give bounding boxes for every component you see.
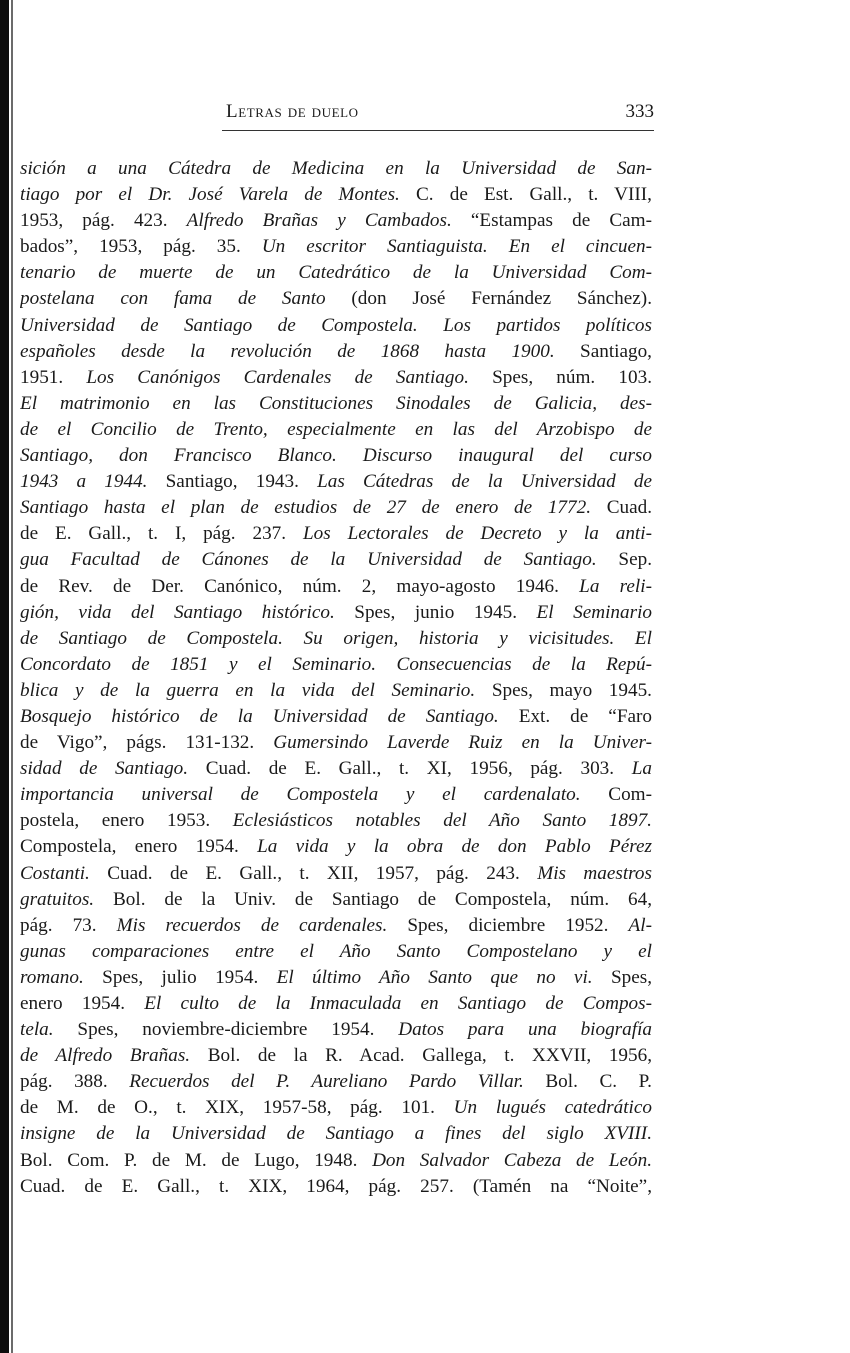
title-segment: postelana con fama de Santo <box>20 288 326 310</box>
title-segment: gratuitos. <box>20 888 95 910</box>
title-segment: Santiago hasta el plan de estudios de 27 de enero de 1772. <box>20 497 591 519</box>
text-line <box>20 208 652 234</box>
citation-segment: bados”, 1953, pág. 35. <box>20 236 262 258</box>
title-segment: de el Concilio de Trento, especialmente en las del Arzobispo de <box>20 418 652 440</box>
title-segment: de Alfredo Brañas. <box>20 1045 191 1067</box>
title-segment: Costanti. <box>20 862 90 884</box>
citation-segment: Sep. <box>596 549 652 571</box>
title-segment: La reli- <box>579 575 652 597</box>
title-segment: Alfredo Brañas y Cambados. <box>186 210 452 232</box>
citation-segment: (don José Fernández Sánchez). <box>325 288 652 310</box>
title-segment: Universidad de Santiago de Compostela. Los partidos políticos <box>20 314 652 336</box>
text-line <box>20 652 652 678</box>
title-segment: romano. <box>20 966 84 988</box>
text-line <box>20 156 652 182</box>
citation-segment: Com- <box>580 784 652 806</box>
title-segment: de Santiago de Compostela. Su origen, historia y vicisitudes. El <box>20 627 652 649</box>
title-segment: Bosquejo histórico de la Universidad de Santiago. <box>20 705 499 727</box>
citation-segment: Spes, diciembre 1952. <box>387 914 629 936</box>
title-segment: La vida y la obra de don Pablo Pérez <box>257 836 652 858</box>
text-line <box>20 391 652 417</box>
title-segment: Un escritor Santiaguista. En el cincuen- <box>261 236 652 258</box>
text-line <box>20 861 652 887</box>
text-line <box>20 887 652 913</box>
title-segment: sición a una Cátedra de Medicina en la Universidad de San- <box>20 158 652 179</box>
citation-segment: Santiago, 1943. <box>147 471 318 493</box>
citation-segment: Cuad. <box>591 497 652 519</box>
title-segment: 1943 a 1944. <box>20 471 148 493</box>
title-segment: Datos para una biografía <box>398 1019 652 1041</box>
citation-segment: Spes, noviembre-diciembre 1954. <box>53 1019 399 1041</box>
text-line <box>20 834 652 860</box>
citation-segment: de Vigo”, págs. 131-132. <box>20 732 274 754</box>
running-head: Letras de duelo <box>226 101 359 122</box>
text-line <box>20 1148 652 1174</box>
title-segment: El último Año Santo que no vi. <box>276 966 593 988</box>
citation-segment: Compostela, enero 1954. <box>20 836 258 858</box>
citation-segment: Ext. de “Faro <box>498 705 652 727</box>
title-segment: tiago por el Dr. José Varela de Montes. <box>20 184 400 206</box>
citation-segment: Bol. C. P. <box>523 1071 652 1093</box>
title-segment: Mis maestros <box>537 862 652 884</box>
text-line <box>20 808 652 834</box>
book-spine-shadow <box>0 0 9 1353</box>
text-line <box>20 260 652 286</box>
title-segment: españoles desde la revolución de 1868 hasta 1900. <box>20 340 555 362</box>
title-segment: Un lugués catedrático <box>453 1097 652 1119</box>
text-line <box>20 626 652 652</box>
citation-segment: de E. Gall., t. I, pág. 237. <box>20 523 303 545</box>
citation-segment: Bol. Com. P. de M. de Lugo, 1948. <box>20 1149 373 1171</box>
text-line <box>20 417 652 443</box>
citation-segment: Santiago, <box>554 340 652 362</box>
title-segment: Concordato de 1851 y el Seminario. Consecuencias de la Repú- <box>20 653 652 675</box>
text-line <box>20 182 652 208</box>
text-line <box>20 756 652 782</box>
text-line <box>20 574 652 600</box>
text-line <box>20 1069 652 1095</box>
text-line <box>20 704 652 730</box>
citation-segment: de Rev. de Der. Canónico, núm. 2, mayo-agosto 1946. <box>20 575 580 597</box>
citation-segment: Spes, julio 1954. <box>83 966 277 988</box>
title-segment: blica y de la guerra en la vida del Seminario. <box>20 679 476 701</box>
text-line <box>20 495 652 521</box>
title-segment: sidad de Santiago. <box>20 758 189 780</box>
citation-segment: enero 1954. <box>20 993 145 1014</box>
text-line <box>20 521 652 547</box>
text-line <box>20 443 652 469</box>
title-segment: Las Cátedras de la Universidad de <box>317 471 652 493</box>
title-segment: gua Facultad de Cánones de la Universidad de Santiago. <box>20 549 597 571</box>
title-segment: Gumersindo Laverde Ruiz en la Univer- <box>273 732 652 754</box>
text-line <box>20 1043 652 1069</box>
text-line <box>20 1121 652 1147</box>
text-line <box>20 313 652 339</box>
text-line <box>20 913 652 939</box>
text-line <box>20 1174 652 1200</box>
title-segment: El culto de la Inmaculada en Santiago de Compos- <box>144 993 652 1014</box>
citation-segment: 1953, pág. 423. <box>20 210 187 232</box>
text-line <box>20 965 652 991</box>
citation-segment: de M. de O., t. XIX, 1957-58, pág. 101. <box>20 1097 454 1119</box>
title-segment: El Seminario <box>536 601 652 623</box>
text-line <box>20 782 652 808</box>
title-segment: Mis recuerdos de cardenales. <box>116 914 388 936</box>
text-line <box>20 234 652 260</box>
title-segment: Al- <box>628 914 652 936</box>
title-segment: tenario de muerte de un Catedrático de la Universidad Com- <box>20 262 652 284</box>
title-segment: tela. <box>20 1019 54 1041</box>
header-rule <box>222 130 654 131</box>
title-segment: Los Lectorales de Decreto y la anti- <box>302 523 652 545</box>
page-header <box>222 101 654 127</box>
title-segment: importancia universal de Compostela y el cardenalato. <box>20 784 581 806</box>
citation-segment: Spes, junio 1945. <box>334 601 537 623</box>
citation-segment: Cuad. de E. Gall., t. XIX, 1964, pág. 257. (Tamén na “Noite”, <box>20 1175 652 1197</box>
title-segment: gión, vida del Santiago histórico. <box>20 601 335 623</box>
text-line <box>20 286 652 312</box>
citation-segment: postela, enero 1953. <box>20 810 233 832</box>
text-line <box>20 991 652 1017</box>
citation-segment: Cuad. de E. Gall., t. XI, 1956, pág. 303. <box>188 758 632 780</box>
citation-segment: pág. 73. <box>20 914 117 936</box>
title-segment: Los Canónigos Cardenales de Santiago. <box>86 366 469 388</box>
title-segment: insigne de la Universidad de Santiago a fines del siglo XVIII. <box>20 1123 652 1145</box>
citation-segment: Spes, núm. 103. <box>468 366 652 388</box>
citation-segment: Bol. de la R. Acad. Gallega, t. XXVII, 1956, <box>190 1045 652 1067</box>
title-segment: Eclesiásticos notables del Año Santo 1897. <box>232 810 652 832</box>
text-line <box>20 1095 652 1121</box>
citation-segment: Spes, mayo 1945. <box>475 679 652 701</box>
citation-segment: pág. 388. <box>20 1071 130 1093</box>
page-number: 333 <box>625 101 654 122</box>
citation-segment: “Estampas de Cam- <box>451 210 652 232</box>
citation-segment: Bol. de la Univ. de Santiago de Compostela, núm. 64, <box>94 888 652 910</box>
text-line <box>20 547 652 573</box>
citation-segment: C. de Est. Gall., t. VIII, <box>399 184 652 206</box>
text-line <box>20 1017 652 1043</box>
text-line <box>20 365 652 391</box>
book-gutter-line <box>11 0 13 1353</box>
title-segment: El matrimonio en las Constituciones Sinodales de Galicia, des- <box>20 392 652 414</box>
bibliography-text <box>20 156 652 1200</box>
text-line <box>20 730 652 756</box>
citation-segment: Cuad. de E. Gall., t. XII, 1957, pág. 243. <box>89 862 538 884</box>
citation-segment: Spes, <box>592 966 652 988</box>
text-line <box>20 678 652 704</box>
citation-segment: 1951. <box>20 366 87 388</box>
text-line <box>20 339 652 365</box>
text-line <box>20 469 652 495</box>
title-segment: Recuerdos del P. Aureliano Pardo Villar. <box>129 1071 524 1093</box>
title-segment: La <box>631 758 652 780</box>
text-line <box>20 939 652 965</box>
title-segment: Santiago, don Francisco Blanco. Discurso inaugural del curso <box>20 445 652 467</box>
title-segment: Don Salvador Cabeza de León. <box>372 1149 652 1171</box>
title-segment: gunas comparaciones entre el Año Santo Compostelano y el <box>20 940 652 962</box>
text-line <box>20 600 652 626</box>
